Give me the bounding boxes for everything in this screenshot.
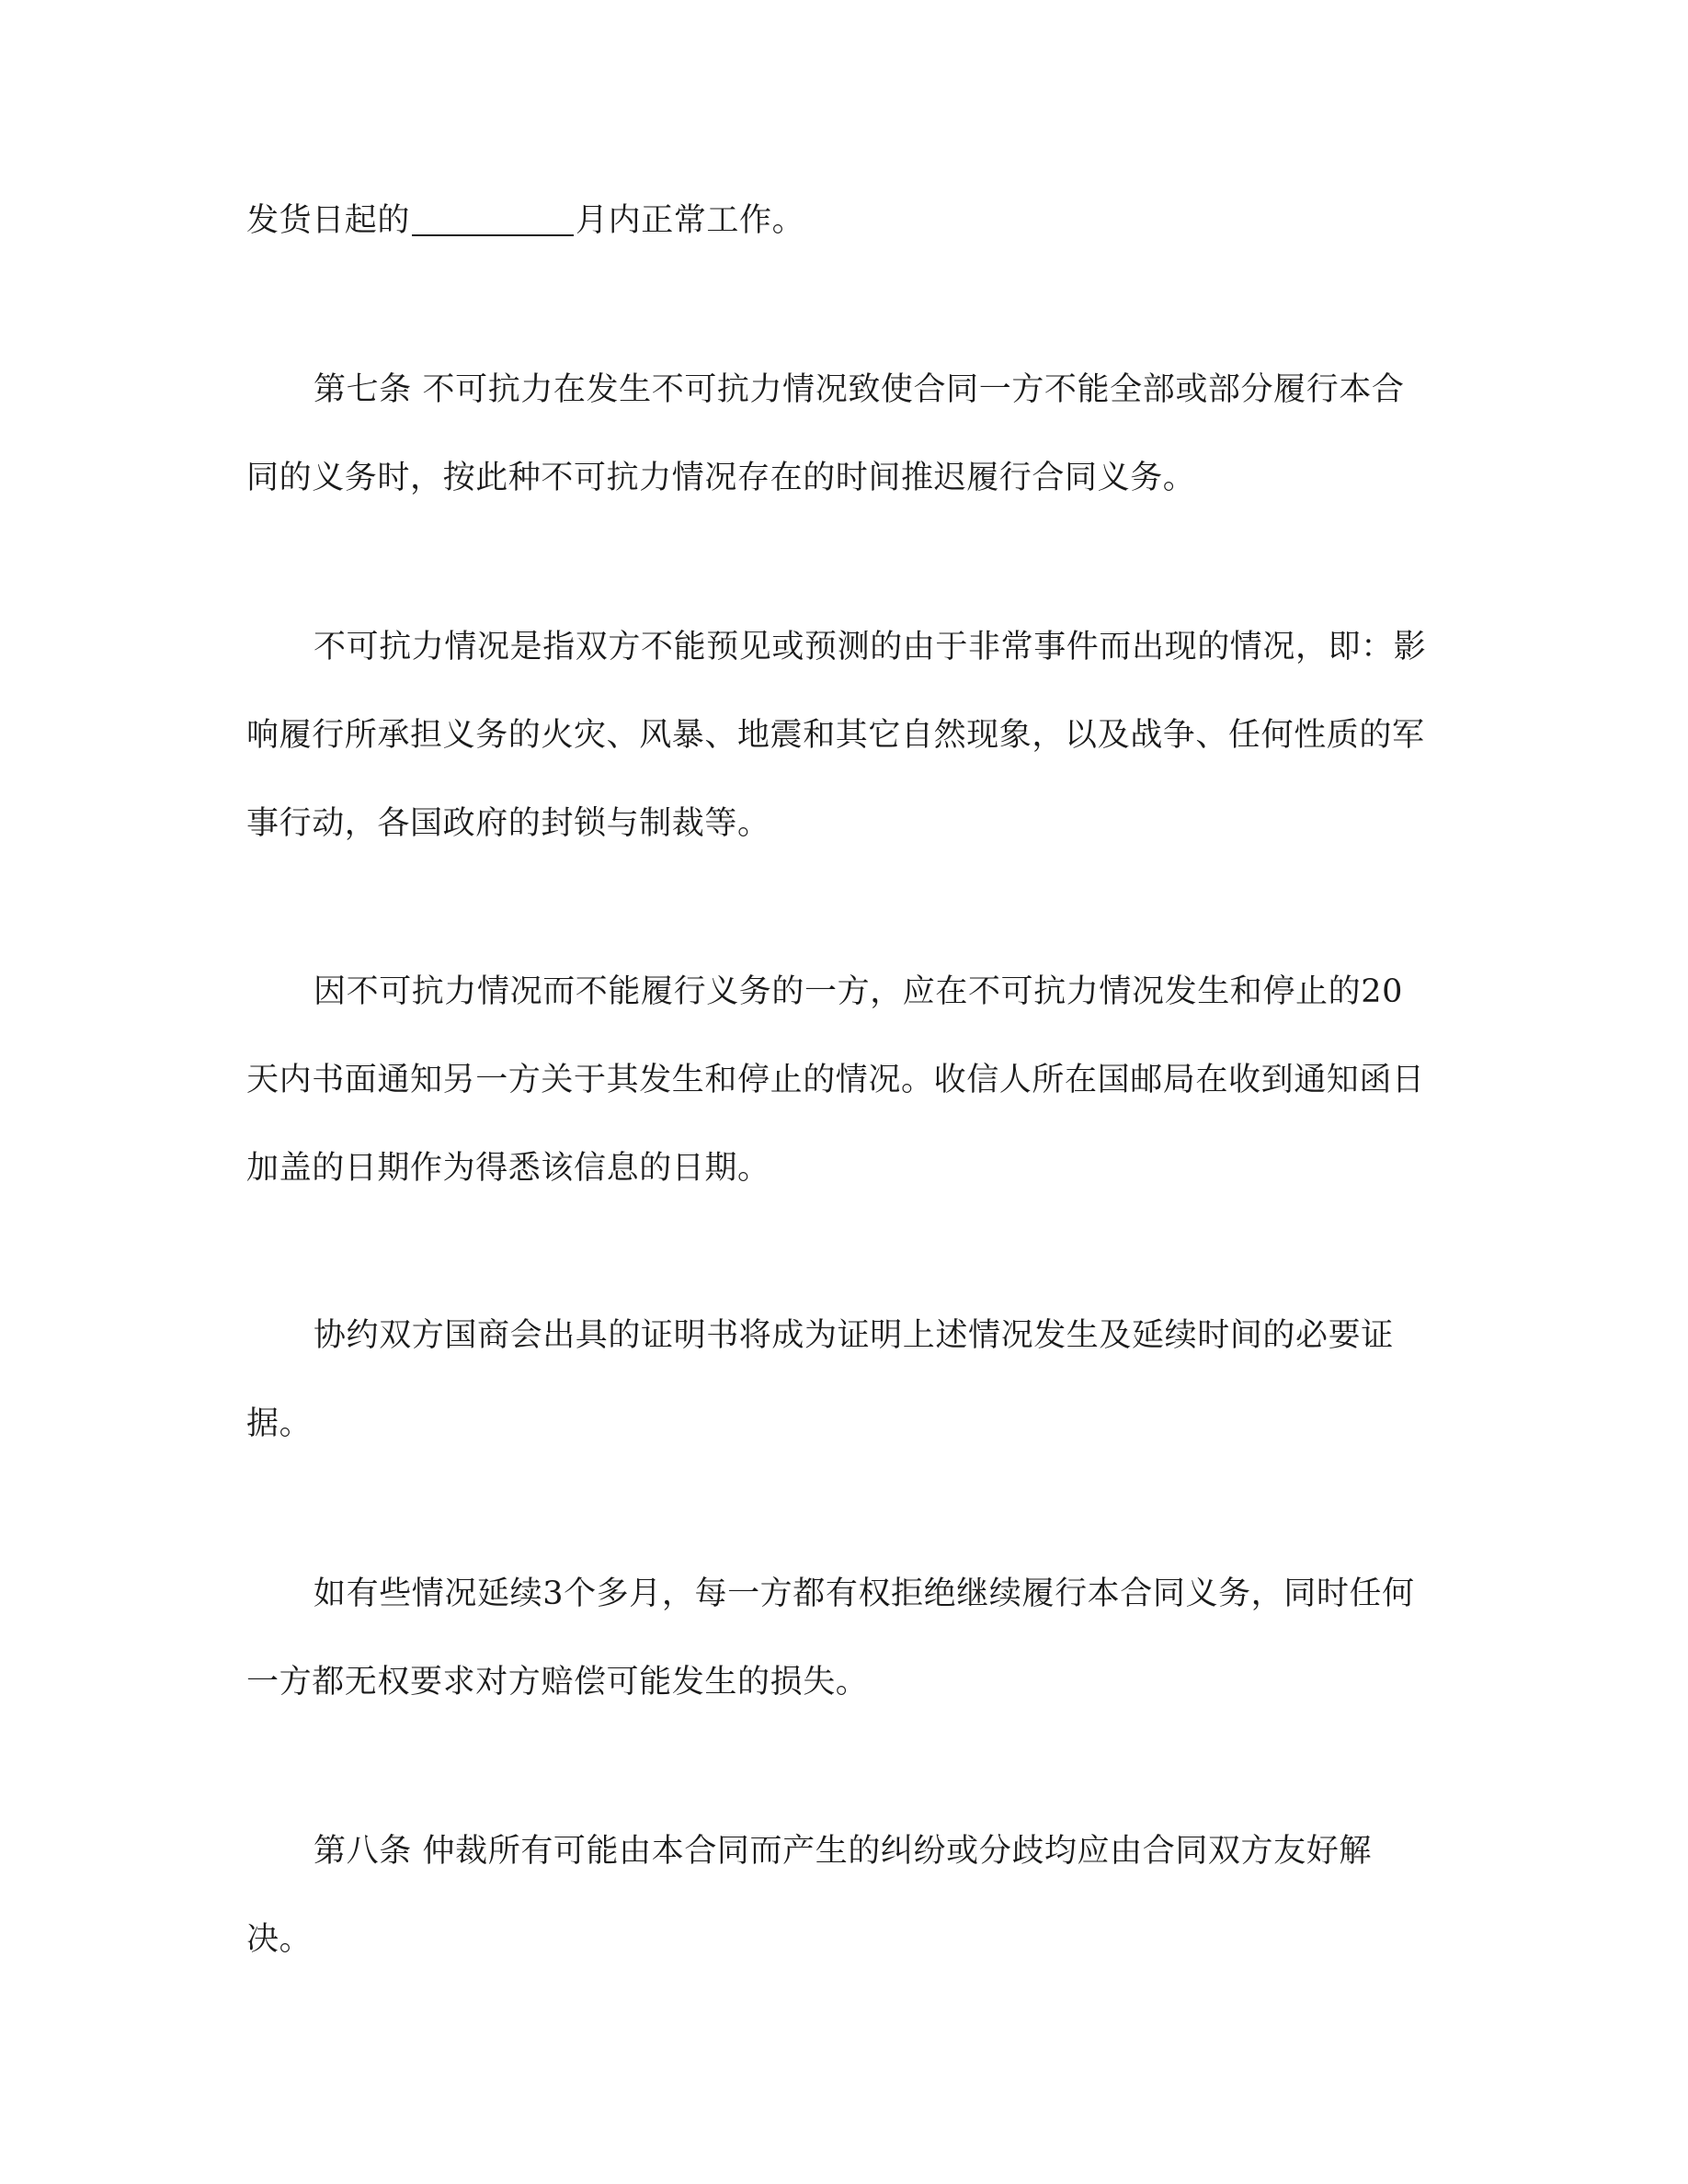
- paragraph-delivery-period: [246, 176, 1432, 265]
- paragraph-article-8-arbitration: 第八条 仲裁所有可能由本合同而产生的纠纷或分歧均应由合同双方友好解决。: [246, 1833, 1372, 1958]
- paragraph-chamber-certificate: 协约双方国商会出具的证明书将成为证明上述情况发生及延续时间的必要证据。: [246, 1317, 1394, 1442]
- paragraph-force-majeure-definition: 不可抗力情况是指双方不能预见或预测的由于非常事件而出现的情况，即：影响履行所承担义务的火灾、风暴、地震和其它自然现象，以及战争、任何性质的军事行动，各国政府的封锁与制裁等。: [246, 629, 1427, 842]
- paragraph-termination-right: 如有些情况延续3个多月，每一方都有权拒绝继续履行本合同义务，同时任何一方都无权要求对方赔偿可能发生的损失。: [246, 1575, 1415, 1701]
- paragraph-notification-requirement: 因不可抗力情况而不能履行义务的一方，应在不可抗力情况发生和停止的20天内书面通知另一方关于其发生和停止的情况。收信人所在国邮局在收到通知函日加盖的日期作为得悉该信息的日期。: [246, 973, 1425, 1187]
- delivery-period-text-before: 发货日起的: [246, 202, 411, 239]
- paragraph-article-7-force-majeure: 第七条 不可抗力在发生不可抗力情况致使合同一方不能全部或部分履行本合同的义务时，按此种不可抗力情况存在的时间推迟履行合同义务。: [246, 371, 1405, 496]
- fill-in-blank-line: [412, 201, 574, 236]
- delivery-period-text-after: 月内正常工作。: [576, 202, 805, 239]
